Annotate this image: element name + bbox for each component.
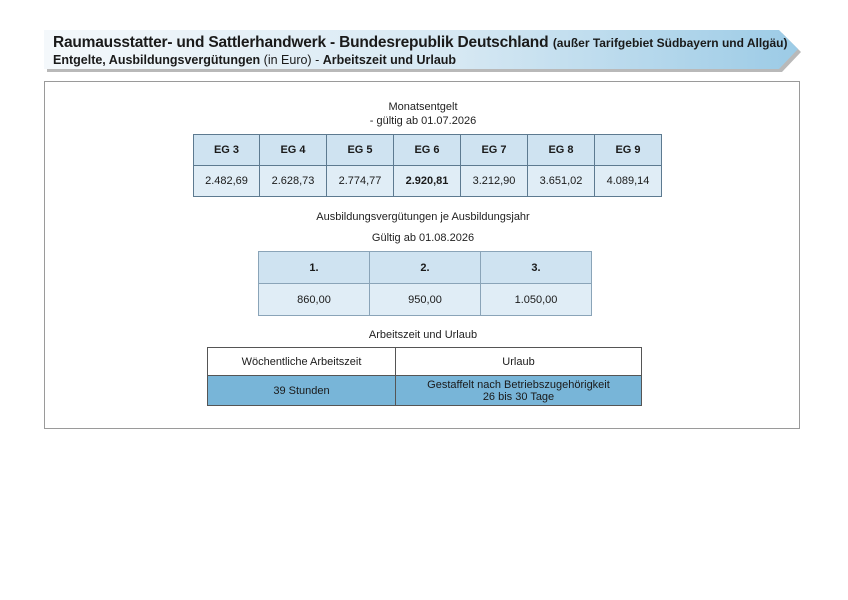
arbeitszeit-col-header: Wöchentliche Arbeitszeit — [208, 348, 396, 376]
arbeitszeit-value: 39 Stunden — [208, 376, 396, 406]
arbeitszeit-heading: Arbeitszeit und Urlaub — [368, 329, 478, 341]
urlaub-value-line2: 26 bis 30 Tage — [482, 390, 555, 403]
ausbildung-value: 1.050,00 — [481, 284, 592, 316]
ausbildung-valid-date: Gültig ab 01.08.2026 — [371, 232, 475, 244]
subtitle-part2: (in Euro) - — [260, 53, 323, 67]
ausbildung-value: 860,00 — [259, 284, 370, 316]
page-subtitle — [53, 53, 456, 67]
entgelt-col-header: EG 9 — [595, 135, 662, 166]
ausbildung-value-row — [259, 284, 592, 316]
header-banner — [44, 30, 804, 74]
entgelt-value-row — [194, 166, 662, 197]
entgelt-table — [193, 134, 662, 197]
content-frame — [44, 81, 800, 429]
urlaub-value-line1: Gestaffelt nach Betriebszugehörigkeit — [427, 378, 610, 391]
ausbildung-heading: Ausbildungsvergütungen je Ausbildungsjahr — [316, 211, 530, 223]
arbeitszeit-value-row — [208, 376, 642, 406]
entgelt-col-header: EG 4 — [260, 135, 327, 166]
entgelt-value: 3.212,90 — [461, 166, 528, 197]
ausbildung-table — [258, 251, 592, 316]
entgelt-value: 2.628,73 — [260, 166, 327, 197]
entgelt-value: 2.482,69 — [194, 166, 260, 197]
entgelt-col-header: EG 5 — [327, 135, 394, 166]
page-title — [53, 34, 788, 52]
ausbildung-value: 950,00 — [370, 284, 481, 316]
entgelt-header-row — [194, 135, 662, 166]
entgelt-col-header: EG 3 — [194, 135, 260, 166]
ausbildung-header-row — [259, 252, 592, 284]
entgelt-value: 2.774,77 — [327, 166, 394, 197]
entgelt-value: 4.089,14 — [595, 166, 662, 197]
entgelt-col-header: EG 8 — [528, 135, 595, 166]
ausbildung-col-header: 3. — [481, 252, 592, 284]
subtitle-part1: Entgelte, Ausbildungsvergütungen — [53, 53, 261, 67]
arbeitszeit-header-row — [208, 348, 642, 376]
entgelt-col-header: EG 7 — [461, 135, 528, 166]
entgelt-value-highlight: 2.920,81 — [394, 166, 461, 197]
title-main: Raumausstatter- und Sattlerhandwerk - Bundesrepublik Deutschland — [53, 34, 549, 51]
entgelt-heading: Monatsentgelt — [388, 101, 458, 113]
title-suffix: (außer Tarifgebiet Südbayern und Allgäu) — [552, 36, 788, 50]
ausbildung-col-header: 2. — [370, 252, 481, 284]
urlaub-col-header: Urlaub — [396, 348, 642, 376]
urlaub-value — [396, 376, 642, 406]
entgelt-valid-date: - gültig ab 01.07.2026 — [369, 115, 477, 127]
ausbildung-col-header: 1. — [259, 252, 370, 284]
arbeitszeit-table — [207, 347, 642, 406]
entgelt-col-header: EG 6 — [394, 135, 461, 166]
subtitle-part3: Arbeitszeit und Urlaub — [322, 53, 457, 67]
entgelt-value: 3.651,02 — [528, 166, 595, 197]
